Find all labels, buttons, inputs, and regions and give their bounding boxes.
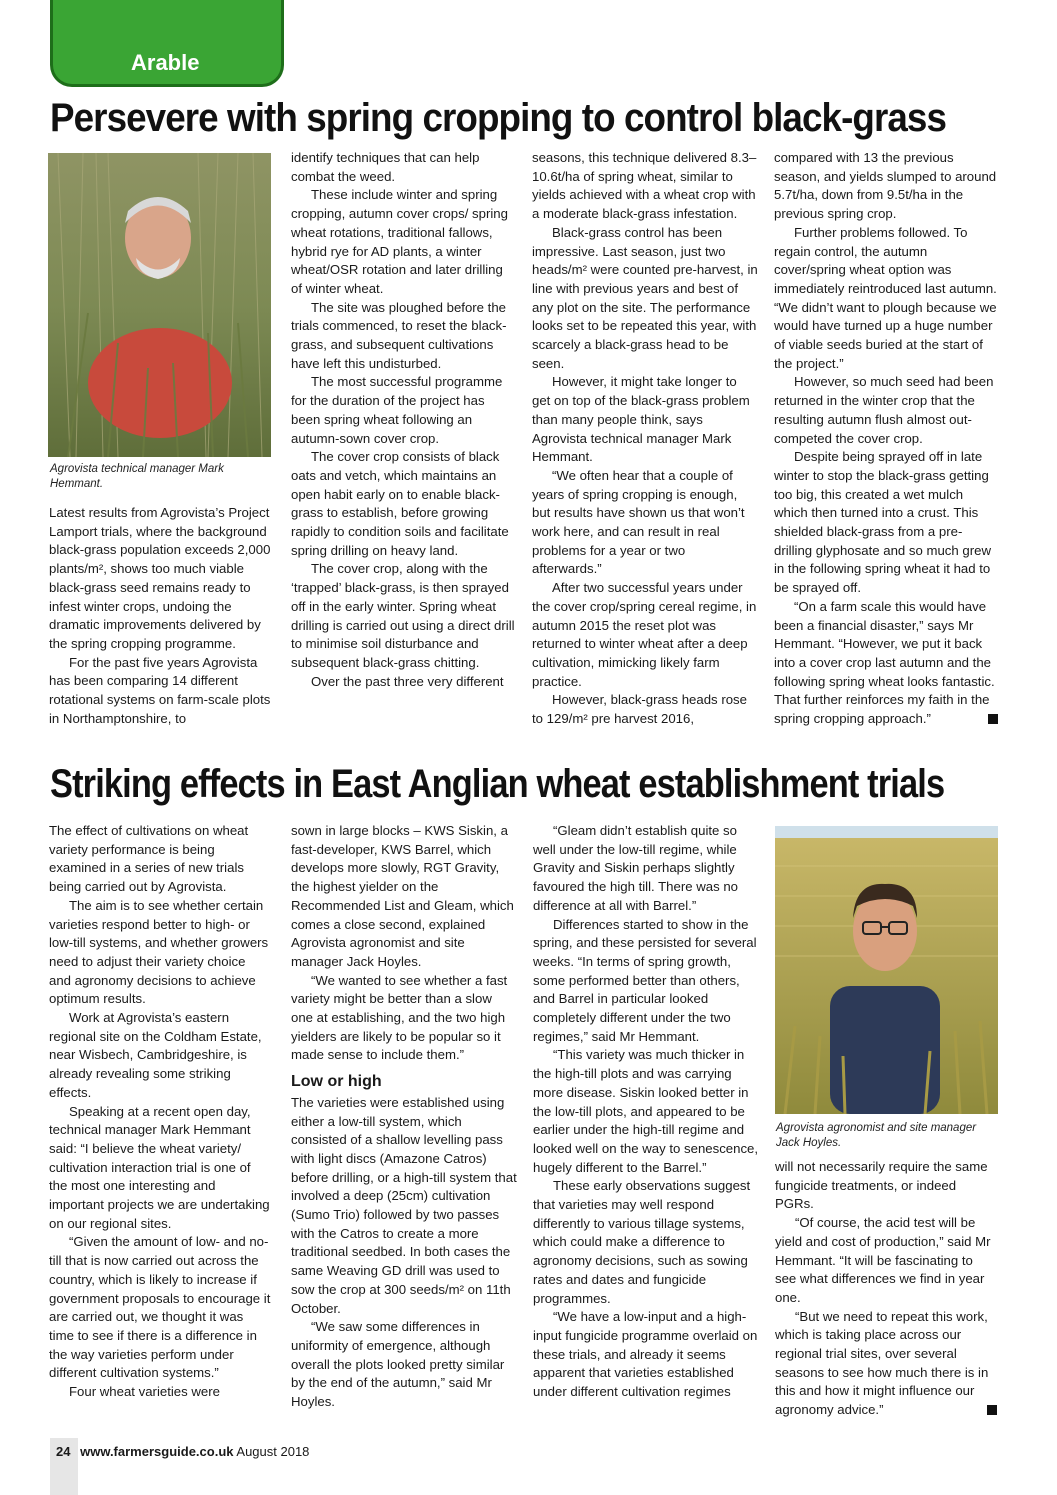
paragraph: Black-grass control has been impressive. Last season, just two heads/m² were counted pre-harvest, in line with previous years and best of any plot on the site. The performance looks set to be repeated this year, with scarcely a black-grass head to be seen.: [532, 224, 758, 371]
paragraph: The aim is to see whether certain varieties respond better to high- or low-till systems, and whether growers need to adjust their variety choice and agronomy decisions to achieve optimum results.: [49, 897, 269, 1007]
paragraph: Further problems followed. To regain control, the autumn cover/spring wheat option was immediately reintroduced last autumn. “We didn’t want to plough because we would have turned up a huge number of viable seeds buried at the start of the project.”: [774, 224, 997, 371]
paragraph: identify techniques that can help combat the weed.: [291, 150, 480, 184]
paragraph: The most successful programme for the duration of the project has been spring wheat following an autumn-sown cover crop.: [291, 374, 503, 446]
paragraph: “We often hear that a couple of years of spring cropping is enough, but results have shown us that won’t work here, and can result in real problems for a year or two afterwards.”: [532, 467, 745, 577]
paragraph: Latest results from Agrovista’s Project Lamport trials, where the background black-grass population exceeds 2,000 plants/m², shows too much viable black-grass seed remains ready to infest winter crops, undoing the dramatic improvements delivered by the spring cropping programme.: [49, 505, 271, 651]
website-link[interactable]: www.farmersguide.co.uk: [80, 1444, 234, 1459]
paragraph: However, it might take longer to get on top of the black-grass problem than many people think, says Agrovista technical manager Mark Hemmant.: [532, 374, 750, 465]
paragraph: Speaking at a recent open day, technical manager Mark Hemmant said: “I believe the wheat variety/ cultivation interaction trial is one of the most one interesting and important projects we are undertaking on our regional sites.: [49, 1103, 270, 1231]
paragraph: “We wanted to see whether a fast variety might be better than a slow one at establishing, and the two high yielders are likely to be popular so it made sense to include them.”: [291, 972, 508, 1063]
paragraph: The varieties were established using either a low-till system, which consisted of a shallow levelling pass with light discs (Amazone Catros) before drilling, or a high-till system that involved a deep (25cm) cultivation (Sumo Trio) followed by two passes with the Catros to create a more traditional seedbed. In both cases the same Weaving GD drill was used to sow the crop at 300 seeds/m² on 11th October.: [291, 1094, 517, 1316]
end-mark-icon: [987, 1405, 997, 1415]
article2-column-3: [533, 822, 759, 1402]
paragraph: However, black-grass heads rose to 129/m² pre harvest 2016,: [532, 692, 747, 727]
paragraph: “Gleam didn’t establish quite so well under the low-till regime, while Gravity and Siskin perhaps slightly favoured the high till. There was no difference at all with Barrel.”: [533, 823, 739, 913]
article1-photo-caption: Agrovista technical manager Mark Hemmant.: [50, 463, 224, 490]
paragraph: “We have a low-input and a high-input fungicide programme overlaid on these trials, and already it seems apparent that varieties established under different cultivation regimes: [533, 1309, 758, 1400]
end-mark-icon: [988, 714, 998, 724]
article2-subhead: Low or high: [291, 1073, 382, 1091]
paragraph: seasons, this technique delivered 8.3–10.6t/ha of spring wheat, similar to yields achieved with a wheat crop with a moderate black-grass infestation.: [532, 150, 757, 222]
paragraph: “Given the amount of low- and no-till that is now carried out across the country, which is likely to increase if government proposals to encourage it are carried out, we thought it was time to see if there is a difference in the way varieties perform under different cultivation systems.”: [49, 1234, 271, 1381]
paragraph: sown in large blocks – KWS Siskin, a fast-developer, KWS Barrel, which develops more slowly, RGT Gravity, the highest yielder on the Recommended List and Gleam, which comes a close second, explained Agrovista agronomist and site manager Jack Hoyles.: [291, 823, 514, 969]
paragraph: will not necessarily require the same fungicide treatments, or indeed PGRs.: [775, 1159, 988, 1212]
paragraph: For the past five years Agrovista has been comparing 14 different rotational systems on farm-scale plots in Northamptonshire, to: [49, 654, 271, 726]
article2-photo: [775, 826, 998, 1114]
paragraph: Differences started to show in the spring, and these persisted for several weeks. “In terms of spring growth, some performed better than others, and Barrel in particular looked completely different under the two regimes,” said Mr Hemmant.: [533, 916, 757, 1044]
man-in-grass-image: [48, 153, 271, 457]
paragraph: The cover crop consists of black oats and vetch, which maintains an open habit early on to enable black-grass to establish, before growing rapidly to condition soils and facilitate spring drilling on heavy land.: [291, 449, 509, 558]
paragraph: “This variety was much thicker in the high-till plots and was carrying more disease. Siskin looked better in the low-till plots, and appeared to be earlier under the high-till regime and looked well on the way to senescence, hugely different to the Barrel.”: [533, 1047, 759, 1175]
article2-column-4: [775, 1158, 997, 1420]
paragraph: The site was ploughed before the trials commenced, to reset the black-grass, and subsequent cultivations have left this undisturbed.: [291, 299, 507, 371]
article1-column-4: [774, 149, 998, 729]
section-tab: [50, 0, 284, 87]
article2-column-2: [291, 822, 517, 1412]
paragraph: Despite being sprayed off in late winter to stop the black-grass getting too big, this created a wet mulch which then turned into a crust. This shielded black-grass from a pre-drilling glyphosate and so much grew in the following spring wheat it had to be sprayed off.: [774, 449, 991, 596]
footer: [56, 1444, 309, 1459]
paragraph: “We saw some differences in uniformity of emergence, although overall the plots looked pretty similar by the end of the autumn,” said Mr Hoyles.: [291, 1319, 505, 1410]
man-in-wheat-image: [775, 826, 998, 1114]
paragraph: After two successful years under the cover crop/spring cereal regime, in autumn 2015 the reset plot was returned to winter wheat after a deep cultivation, mimicking likely farm practice.: [532, 580, 757, 689]
article2-photo-caption: Agrovista agronomist and site manager Jack Hoyles.: [776, 1122, 977, 1149]
article1-column-1: [49, 504, 271, 728]
paragraph: Work at Agrovista’s eastern regional site on the Coldham Estate, near Wisbech, Cambridgeshire, is already revealing some striking effects.: [49, 1010, 262, 1100]
section-label: Arable: [131, 50, 200, 75]
article2-column-1: [49, 822, 271, 1402]
paragraph: Four wheat varieties were: [69, 1384, 220, 1400]
paragraph: “On a farm scale this would have been a financial disaster,” says Mr Hemmant. “However, we put it back into a cover crop last autumn and the following spring wheat looks fantastic. That further reinforces my faith in the spring cropping approach.”: [774, 598, 998, 729]
paragraph: However, so much seed had been returned in the winter crop that the resulting autumn flush almost out-competed the cover crop.: [774, 374, 994, 446]
article1-headline: Persevere with spring cropping to control black-grass: [50, 96, 947, 140]
paragraph: These early observations suggest that varieties may well respond differently to various tillage systems, which could make a difference to agronomy decisions, such as sowing rates and dates and fungicide programmes.: [533, 1178, 751, 1306]
article2-headline: Striking effects in East Anglian wheat establishment trials: [50, 762, 945, 806]
paragraph: The effect of cultivations on wheat variety performance is being examined in a series of new trials being carried out by Agrovista.: [49, 823, 249, 895]
paragraph: “Of course, the acid test will be yield and cost of production,” said Mr Hemmant. “It will be fascinating to see what differences we find in year one.: [775, 1215, 991, 1305]
paragraph: These include winter and spring cropping, autumn cover crops/ spring wheat rotations, traditional fallows, hybrid rye for AD plants, a winter wheat/OSR rotation and later drilling of winter wheat.: [291, 187, 508, 296]
article1-column-3: [532, 149, 758, 729]
article1-column-2: [291, 149, 515, 691]
paragraph: compared with 13 the previous season, and yields slumped to around 5.7t/ha, down from 9.5t/ha in the previous spring crop.: [774, 150, 997, 222]
issue-date: August 2018: [236, 1444, 310, 1459]
page-number: 24: [56, 1444, 71, 1459]
article1-photo: [48, 153, 271, 457]
paragraph: The cover crop, along with the ‘trapped’ black-grass, is then sprayed off in the early winter. Spring wheat drilling is carried out using a direct drill to minimise soil disturbance and subsequent black-grass chitting.: [291, 561, 515, 670]
paragraph: “But we need to repeat this work, which is taking place across our regional trial sites, over several seasons to see how much there is in this and how it might influence our agronomy advice.”: [775, 1308, 997, 1420]
paragraph: Over the past three very different: [311, 673, 504, 689]
